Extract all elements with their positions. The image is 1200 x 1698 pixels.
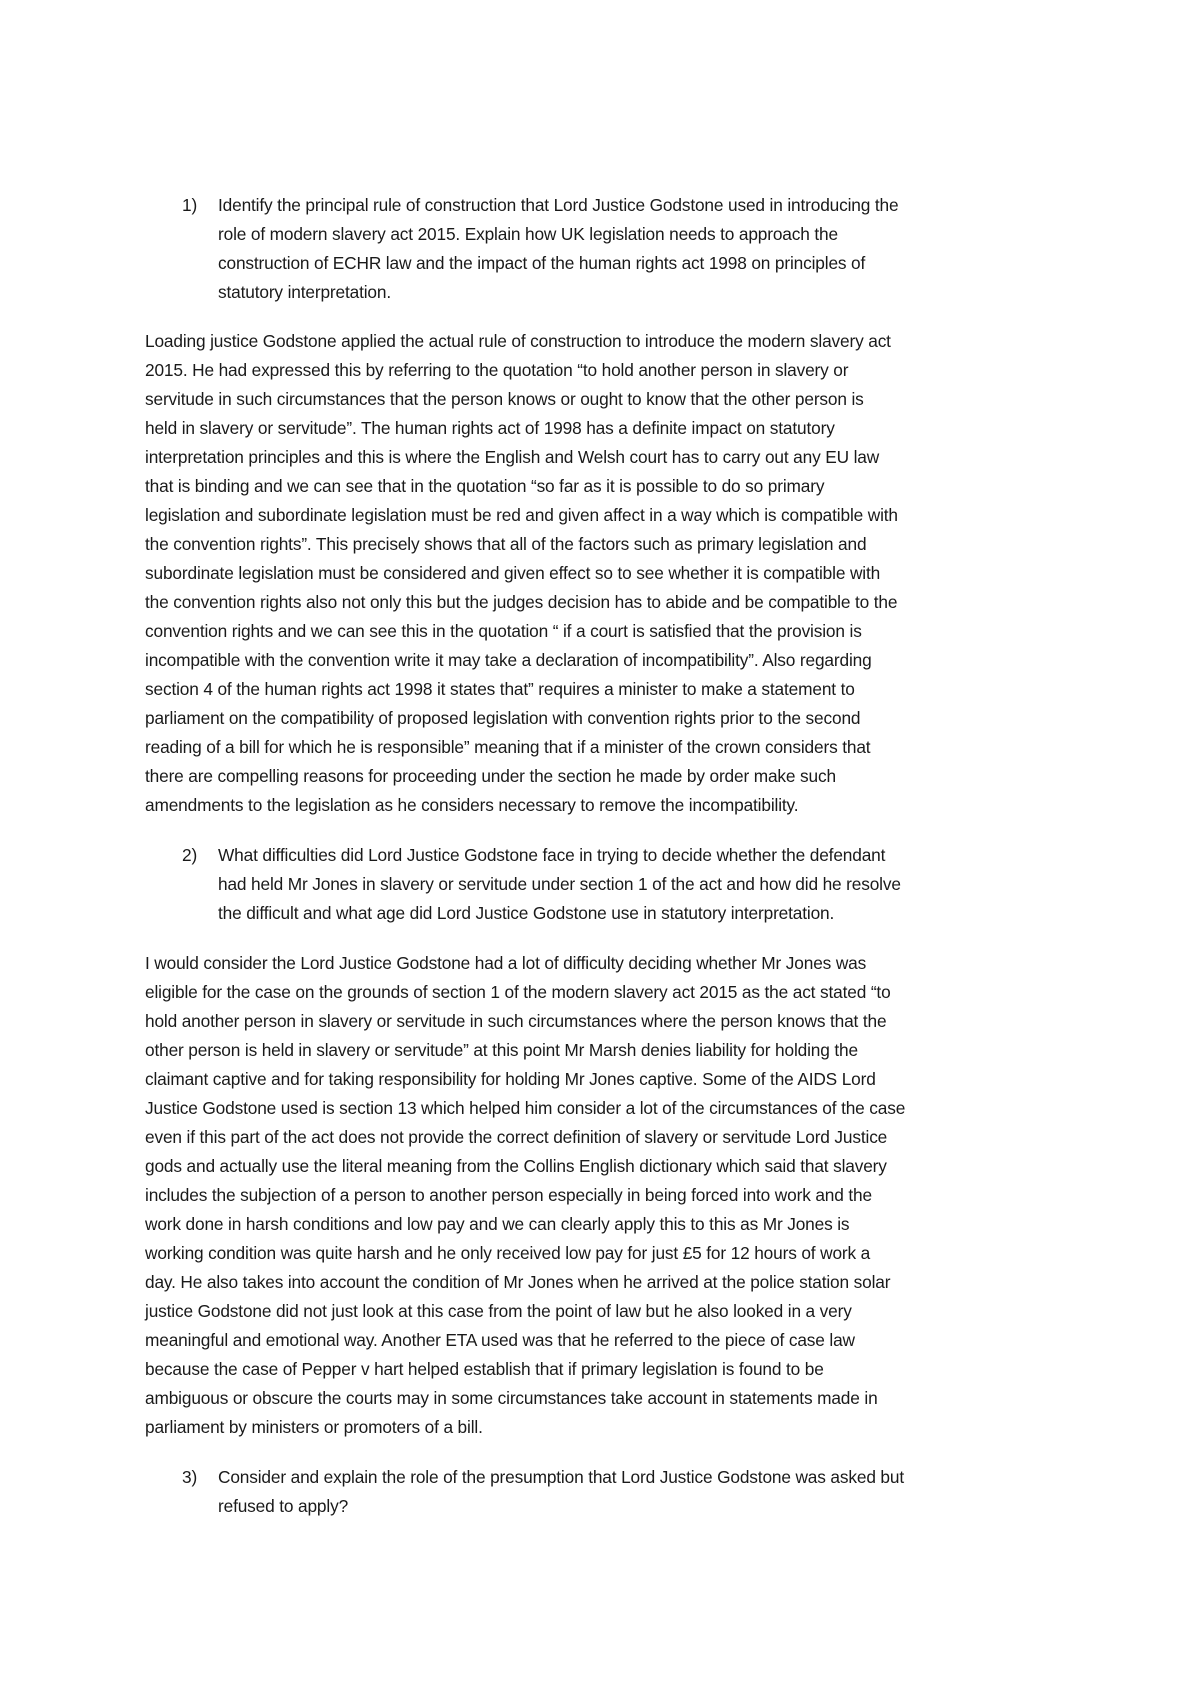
answer-line: parliament by ministers or promoters of a bill. [145, 1417, 483, 1437]
answer-line: work done in harsh conditions and low pay and we can clearly apply this to this as Mr Jones is [145, 1214, 850, 1234]
answer-line: I would consider the Lord Justice Godstone had a lot of difficulty deciding whether Mr Jones was [145, 953, 867, 973]
answer-line: section 4 of the human rights act 1998 it states that” requires a minister to make a statement to [145, 679, 855, 699]
answer-line: subordinate legislation must be considered and given effect so to see whether it is compatible with [145, 563, 881, 583]
question-number: 1) [182, 195, 198, 215]
question-line: statutory interpretation. [218, 282, 391, 302]
answer-line: held in slavery or servitude”. The human rights act of 1998 has a definite impact on statutory [145, 418, 835, 438]
answer-line: the convention rights also not only this but the judges decision has to abide and be compatible to the [145, 592, 898, 612]
answer-line: even if this part of the act does not provide the correct definition of slavery or servitude Lord Justice [145, 1127, 888, 1147]
question-line: role of modern slavery act 2015. Explain how UK legislation needs to approach the [218, 224, 838, 244]
answer-line: incompatible with the convention write it may take a declaration of incompatibility”. Also regarding [145, 650, 872, 670]
question-line: construction of ECHR law and the impact of the human rights act 1998 on principles of [218, 253, 866, 273]
answer-line: because the case of Pepper v hart helped establish that if primary legislation is found to be [145, 1359, 824, 1379]
answer-line: meaningful and emotional way. Another ETA used was that he referred to the piece of case law [145, 1330, 855, 1350]
answer-line: reading of a bill for which he is responsible” meaning that if a minister of the crown considers that [145, 737, 871, 757]
answer-line: there are compelling reasons for proceeding under the section he made by order make such [145, 766, 836, 786]
question-line: What difficulties did Lord Justice Godstone face in trying to decide whether the defendant [218, 845, 886, 865]
answer-line: day. He also takes into account the condition of Mr Jones when he arrived at the police station solar [145, 1272, 891, 1292]
question-number: 2) [182, 845, 198, 865]
answer-line: legislation and subordinate legislation must be red and given affect in a way which is compatible with [145, 505, 898, 525]
answer-line: other person is held in slavery or servitude” at this point Mr Marsh denies liability for holding the [145, 1040, 858, 1060]
question-line: the difficult and what age did Lord Justice Godstone use in statutory interpretation. [218, 903, 835, 923]
answer-line: servitude in such circumstances that the person knows or ought to know that the other person is [145, 389, 864, 409]
answer-line: 2015. He had expressed this by referring to the quotation “to hold another person in slavery or [145, 360, 849, 380]
answer-line: eligible for the case on the grounds of section 1 of the modern slavery act 2015 as the act stated “to [145, 982, 891, 1002]
question-line: refused to apply? [218, 1496, 349, 1516]
answer-line: amendments to the legislation as he considers necessary to remove the incompatibility. [145, 795, 799, 815]
question-line: had held Mr Jones in slavery or servitude under section 1 of the act and how did he resolve [218, 874, 901, 894]
answer-line: convention rights and we can see this in the quotation “ if a court is satisfied that the provision is [145, 621, 862, 641]
answer-line: Justice Godstone used is section 13 which helped him consider a lot of the circumstances of the case [145, 1098, 906, 1118]
answer-line: claimant captive and for taking responsibility for holding Mr Jones captive. Some of the AIDS Lord [145, 1069, 876, 1089]
answer-line: Loading justice Godstone applied the actual rule of construction to introduce the modern slavery act [145, 331, 891, 351]
answer-line: parliament on the compatibility of proposed legislation with convention rights prior to the second [145, 708, 861, 728]
answer-line: the convention rights”. This precisely shows that all of the factors such as primary legislation and [145, 534, 867, 554]
question-line: Consider and explain the role of the presumption that Lord Justice Godstone was asked but [218, 1467, 905, 1487]
answer-line: justice Godstone did not just look at this case from the point of law but he also looked in a very [145, 1301, 852, 1321]
answer-line: interpretation principles and this is where the English and Welsh court has to carry out any EU law [145, 447, 880, 467]
answer-line: working condition was quite harsh and he only received low pay for just £5 for 12 hours of work a [145, 1243, 871, 1263]
answer-line: includes the subjection of a person to another person especially in being forced into work and the [145, 1185, 872, 1205]
answer-line: gods and actually use the literal meaning from the Collins English dictionary which said that slavery [145, 1156, 887, 1176]
answer-line: that is binding and we can see that in the quotation “so far as it is possible to do so primary [145, 476, 825, 496]
question-line: Identify the principal rule of construction that Lord Justice Godstone used in introducing the [218, 195, 899, 215]
answer-line: ambiguous or obscure the courts may in some circumstances take account in statements made in [145, 1388, 878, 1408]
answer-line: hold another person in slavery or servitude in such circumstances where the person knows that the [145, 1011, 887, 1031]
question-number: 3) [182, 1467, 198, 1487]
